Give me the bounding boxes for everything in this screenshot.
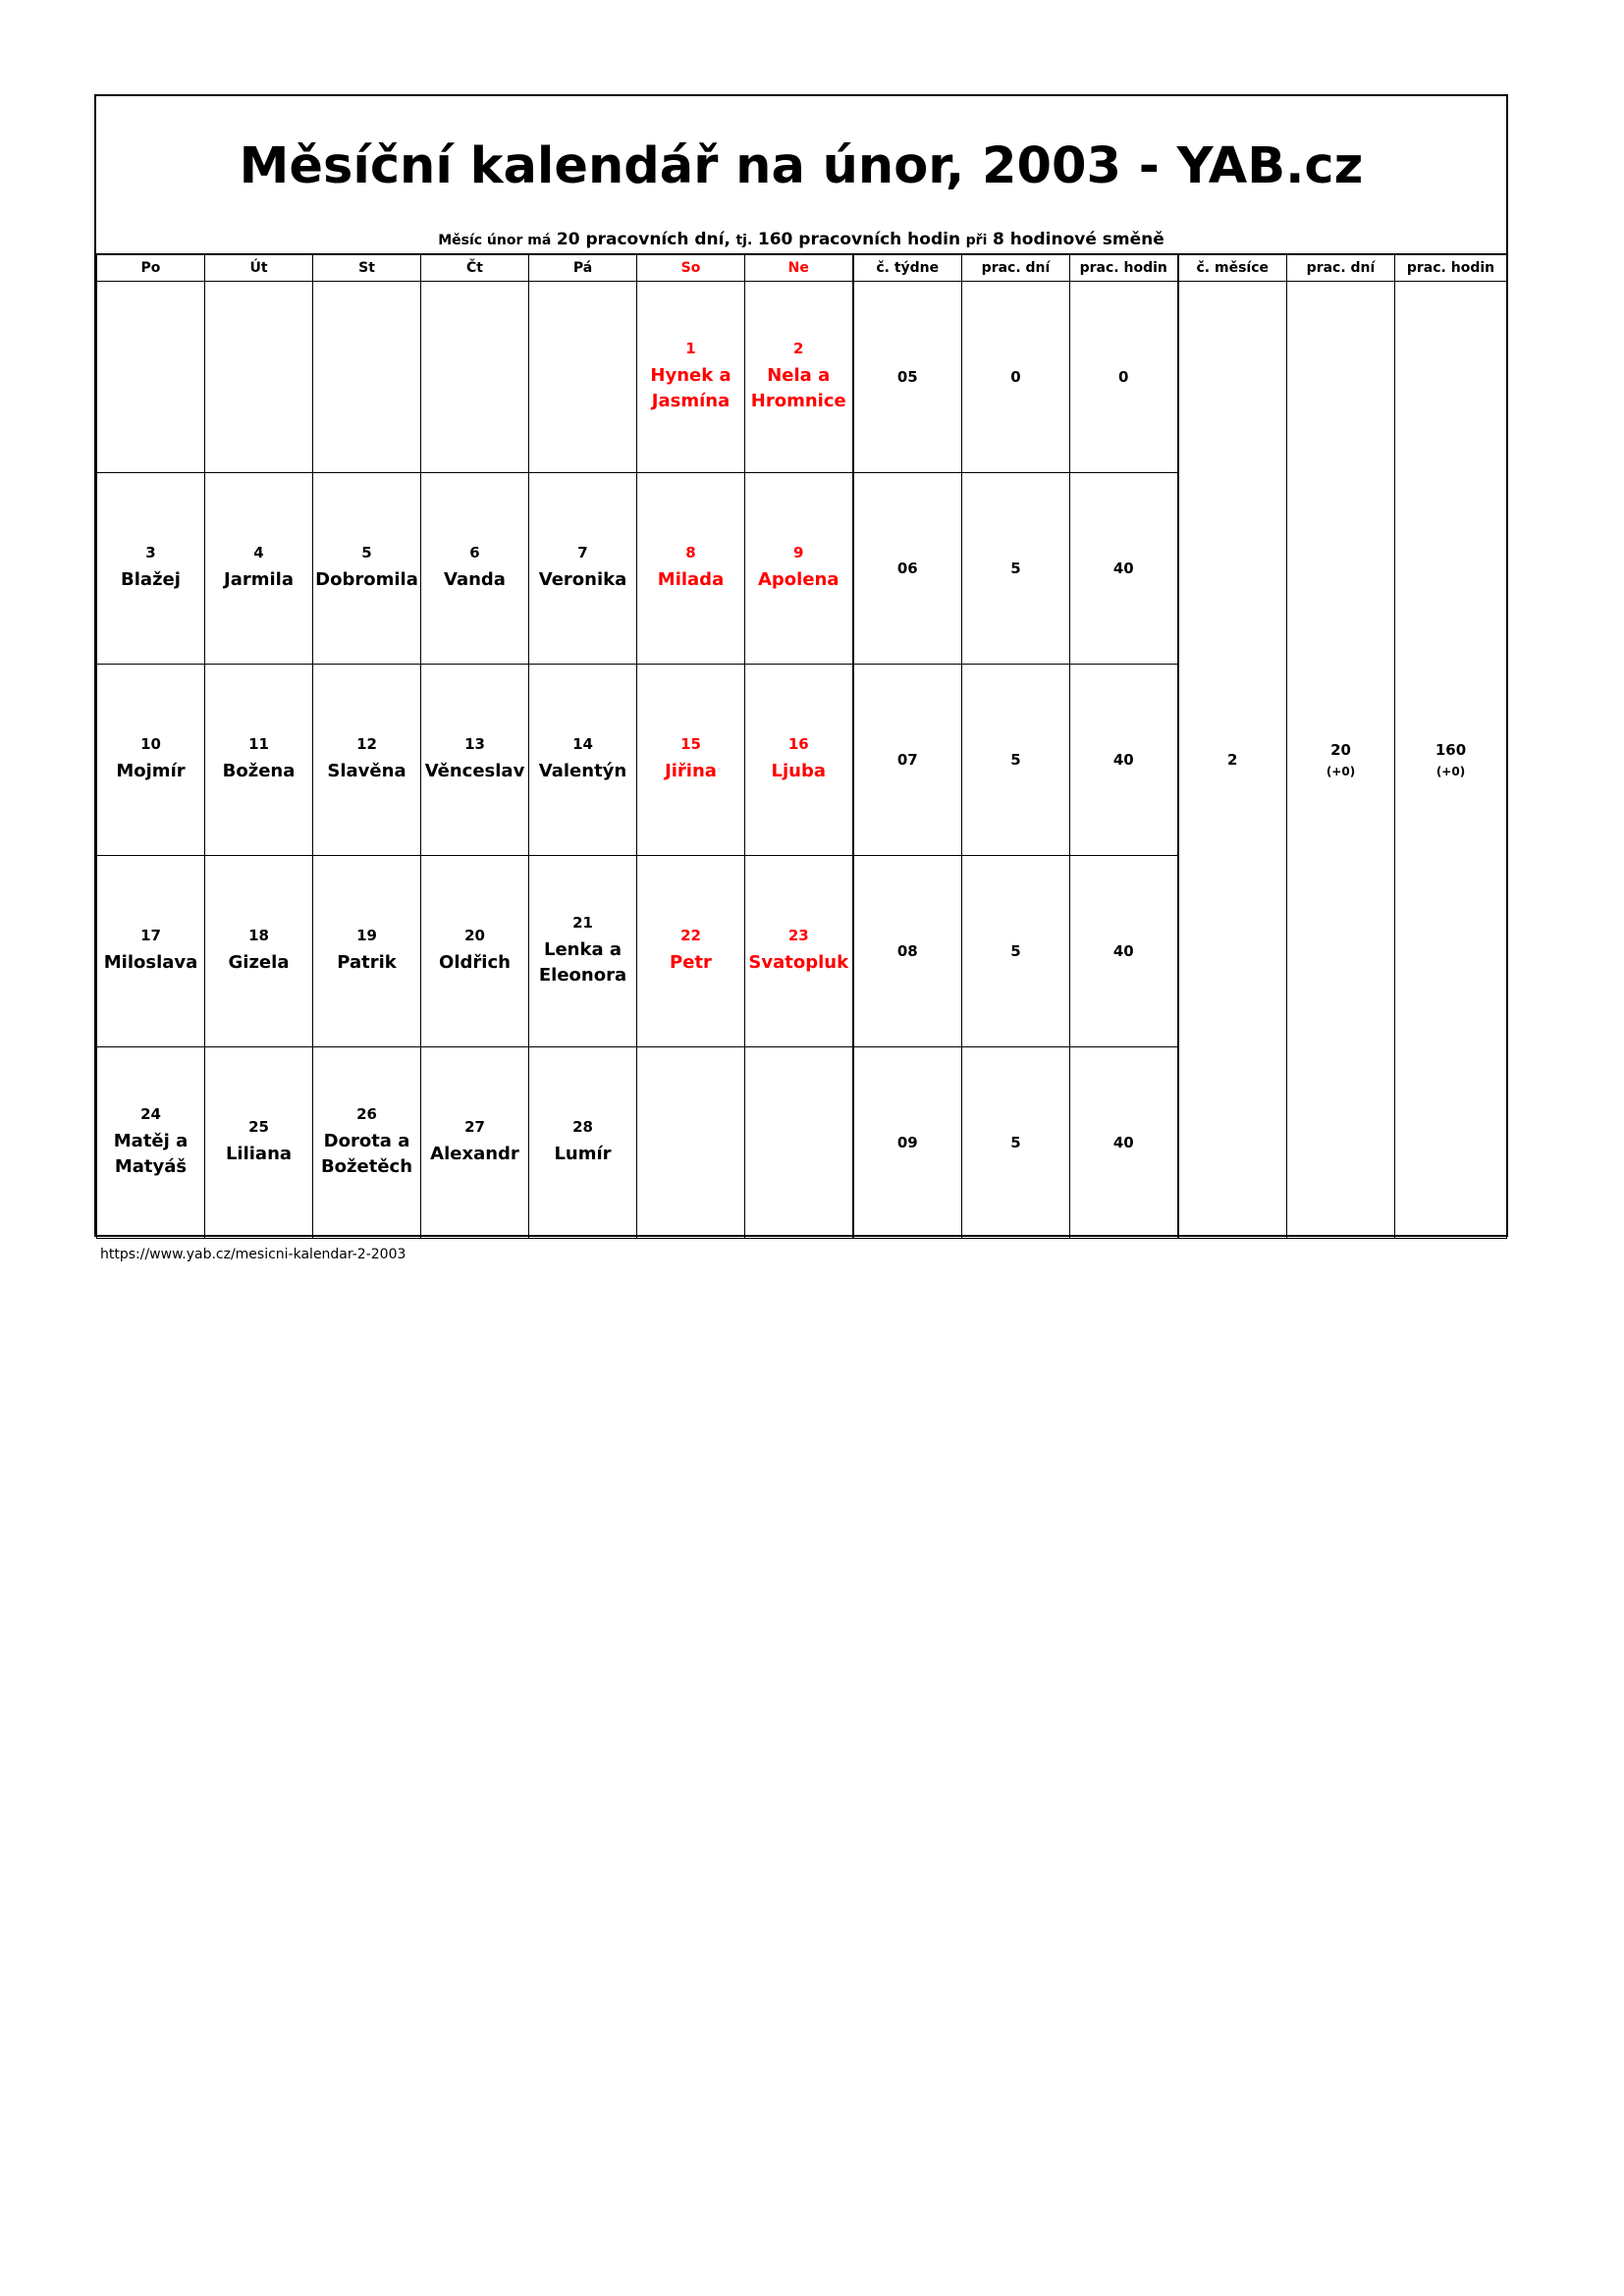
month-work-days-delta: (+0) bbox=[1326, 765, 1356, 778]
week-work-days: 5 bbox=[962, 665, 1070, 856]
header-tue: Út bbox=[205, 254, 313, 282]
day-cell bbox=[205, 665, 313, 856]
month-number bbox=[1178, 282, 1287, 1239]
day-cell bbox=[421, 665, 529, 856]
week-work-hours: 40 bbox=[1070, 1047, 1178, 1239]
day-number: 15 bbox=[680, 735, 701, 753]
day-cell bbox=[313, 282, 421, 473]
day-number: 20 bbox=[464, 927, 485, 944]
week-row bbox=[97, 282, 1507, 473]
day-cell bbox=[529, 282, 637, 473]
day-cell bbox=[529, 1047, 637, 1239]
day-cell bbox=[97, 473, 205, 665]
day-number: 24 bbox=[140, 1105, 161, 1123]
month-work-days bbox=[1287, 282, 1395, 1239]
day-number: 16 bbox=[787, 735, 809, 753]
header-week-work-days: prac. dní bbox=[962, 254, 1070, 282]
day-cell bbox=[313, 856, 421, 1047]
day-number: 9 bbox=[793, 544, 804, 561]
week-work-hours: 40 bbox=[1070, 856, 1178, 1047]
nameday: Nela a Hromnice bbox=[750, 365, 846, 411]
week-work-hours: 0 bbox=[1070, 282, 1178, 473]
nameday: Blažej bbox=[121, 569, 181, 590]
day-number: 10 bbox=[140, 735, 161, 753]
header-row bbox=[97, 254, 1507, 282]
day-number: 2 bbox=[793, 340, 804, 357]
nameday: Apolena bbox=[757, 569, 839, 590]
nameday: Alexandr bbox=[430, 1144, 519, 1164]
nameday: Hynek a Jasmína bbox=[650, 365, 731, 411]
day-number: 17 bbox=[140, 927, 161, 944]
summary-part-1: Měsíc únor má bbox=[438, 233, 552, 248]
day-cell bbox=[205, 282, 313, 473]
nameday: Lenka a Eleonora bbox=[538, 939, 627, 986]
nameday: Vanda bbox=[444, 569, 506, 590]
day-number: 21 bbox=[572, 914, 593, 932]
week-work-days: 0 bbox=[962, 282, 1070, 473]
day-cell bbox=[637, 473, 745, 665]
day-cell bbox=[637, 282, 745, 473]
week-number: 06 bbox=[853, 473, 962, 665]
month-summary bbox=[96, 230, 1506, 249]
day-cell bbox=[745, 1047, 853, 1239]
header-week-no: č. týdne bbox=[853, 254, 962, 282]
day-cell bbox=[637, 665, 745, 856]
day-cell bbox=[421, 473, 529, 665]
day-cell bbox=[745, 282, 853, 473]
day-cell bbox=[97, 665, 205, 856]
day-number: 4 bbox=[253, 544, 264, 561]
header-sat: So bbox=[637, 254, 745, 282]
summary-work-hours: 160 pracovních hodin bbox=[757, 230, 961, 249]
header-week-work-hours: prac. hodin bbox=[1070, 254, 1178, 282]
header-thu: Čt bbox=[421, 254, 529, 282]
summary-part-5: při bbox=[965, 233, 988, 248]
day-number: 5 bbox=[361, 544, 372, 561]
header-month-work-hours: prac. hodin bbox=[1395, 254, 1507, 282]
day-cell bbox=[313, 665, 421, 856]
day-cell bbox=[745, 856, 853, 1047]
week-work-hours: 40 bbox=[1070, 665, 1178, 856]
week-work-hours: 40 bbox=[1070, 473, 1178, 665]
nameday: Valentýn bbox=[538, 761, 627, 781]
nameday: Petr bbox=[670, 952, 712, 973]
calendar-table bbox=[96, 253, 1507, 1239]
day-number: 14 bbox=[572, 735, 593, 753]
header-month-no: č. měsíce bbox=[1178, 254, 1287, 282]
nameday: Božena bbox=[222, 761, 296, 781]
day-number: 18 bbox=[248, 927, 269, 944]
day-number: 6 bbox=[469, 544, 480, 561]
day-cell bbox=[205, 1047, 313, 1239]
nameday: Lumír bbox=[554, 1144, 612, 1164]
day-number: 19 bbox=[356, 927, 377, 944]
month-work-hours-delta: (+0) bbox=[1435, 765, 1466, 778]
day-cell bbox=[745, 665, 853, 856]
day-number: 11 bbox=[248, 735, 269, 753]
nameday: Matěj a Matyáš bbox=[113, 1131, 189, 1177]
day-number: 27 bbox=[464, 1118, 485, 1136]
week-work-days: 5 bbox=[962, 856, 1070, 1047]
day-cell bbox=[529, 473, 637, 665]
nameday: Dorota a Božetěch bbox=[320, 1131, 413, 1177]
week-number: 09 bbox=[853, 1047, 962, 1239]
day-cell bbox=[205, 473, 313, 665]
day-number: 8 bbox=[685, 544, 696, 561]
month-work-hours-value: 160 bbox=[1435, 741, 1467, 759]
summary-part-3: tj. bbox=[735, 233, 753, 248]
month-work-hours bbox=[1395, 282, 1507, 1239]
nameday: Gizela bbox=[228, 952, 290, 973]
day-number: 7 bbox=[577, 544, 588, 561]
day-number: 28 bbox=[572, 1118, 593, 1136]
day-number: 23 bbox=[787, 927, 809, 944]
nameday: Veronika bbox=[538, 569, 627, 590]
day-cell bbox=[745, 473, 853, 665]
nameday: Mojmír bbox=[116, 761, 186, 781]
day-number: 3 bbox=[145, 544, 156, 561]
day-cell bbox=[205, 856, 313, 1047]
day-cell bbox=[313, 1047, 421, 1239]
day-cell bbox=[421, 1047, 529, 1239]
day-cell bbox=[529, 665, 637, 856]
page-title: Měsíční kalendář na únor, 2003 - YAB.cz bbox=[239, 137, 1364, 195]
calendar-body bbox=[97, 282, 1507, 1239]
summary-shift: 8 hodinové směně bbox=[992, 230, 1164, 249]
nameday: Miloslava bbox=[103, 952, 198, 973]
nameday: Milada bbox=[657, 569, 725, 590]
day-cell bbox=[97, 282, 205, 473]
week-number: 07 bbox=[853, 665, 962, 856]
day-cell bbox=[529, 856, 637, 1047]
day-cell bbox=[97, 856, 205, 1047]
week-number: 08 bbox=[853, 856, 962, 1047]
day-number: 12 bbox=[356, 735, 377, 753]
nameday: Jarmila bbox=[224, 569, 294, 590]
day-cell bbox=[421, 856, 529, 1047]
calendar-sheet bbox=[94, 94, 1508, 1237]
nameday: Jiřina bbox=[665, 761, 717, 781]
day-cell bbox=[97, 1047, 205, 1239]
header-sun: Ne bbox=[745, 254, 853, 282]
week-number: 05 bbox=[853, 282, 962, 473]
month-number-value: 2 bbox=[1227, 751, 1238, 769]
day-cell bbox=[313, 473, 421, 665]
nameday: Patrik bbox=[337, 952, 397, 973]
header-fri: Pá bbox=[529, 254, 637, 282]
day-number: 13 bbox=[464, 735, 485, 753]
header-month-work-days: prac. dní bbox=[1287, 254, 1395, 282]
header-wed: St bbox=[313, 254, 421, 282]
summary-work-days: 20 pracovních dní, bbox=[556, 230, 731, 249]
nameday: Oldřich bbox=[439, 952, 511, 973]
nameday: Liliana bbox=[225, 1144, 293, 1164]
nameday: Slavěna bbox=[327, 761, 406, 781]
nameday: Dobromila bbox=[315, 569, 418, 590]
day-number: 1 bbox=[685, 340, 696, 357]
footer-url: https://www.yab.cz/mesicni-kalendar-2-2003 bbox=[100, 1247, 406, 1262]
day-cell bbox=[637, 1047, 745, 1239]
month-work-days-value: 20 bbox=[1330, 741, 1351, 759]
week-work-days: 5 bbox=[962, 473, 1070, 665]
header-mon: Po bbox=[97, 254, 205, 282]
nameday: Věnceslav bbox=[424, 761, 525, 781]
nameday: Svatopluk bbox=[748, 952, 849, 973]
day-number: 26 bbox=[356, 1105, 377, 1123]
nameday: Ljuba bbox=[771, 761, 826, 781]
day-number: 25 bbox=[248, 1118, 269, 1136]
day-cell bbox=[637, 856, 745, 1047]
day-cell bbox=[421, 282, 529, 473]
day-number: 22 bbox=[680, 927, 701, 944]
week-work-days: 5 bbox=[962, 1047, 1070, 1239]
